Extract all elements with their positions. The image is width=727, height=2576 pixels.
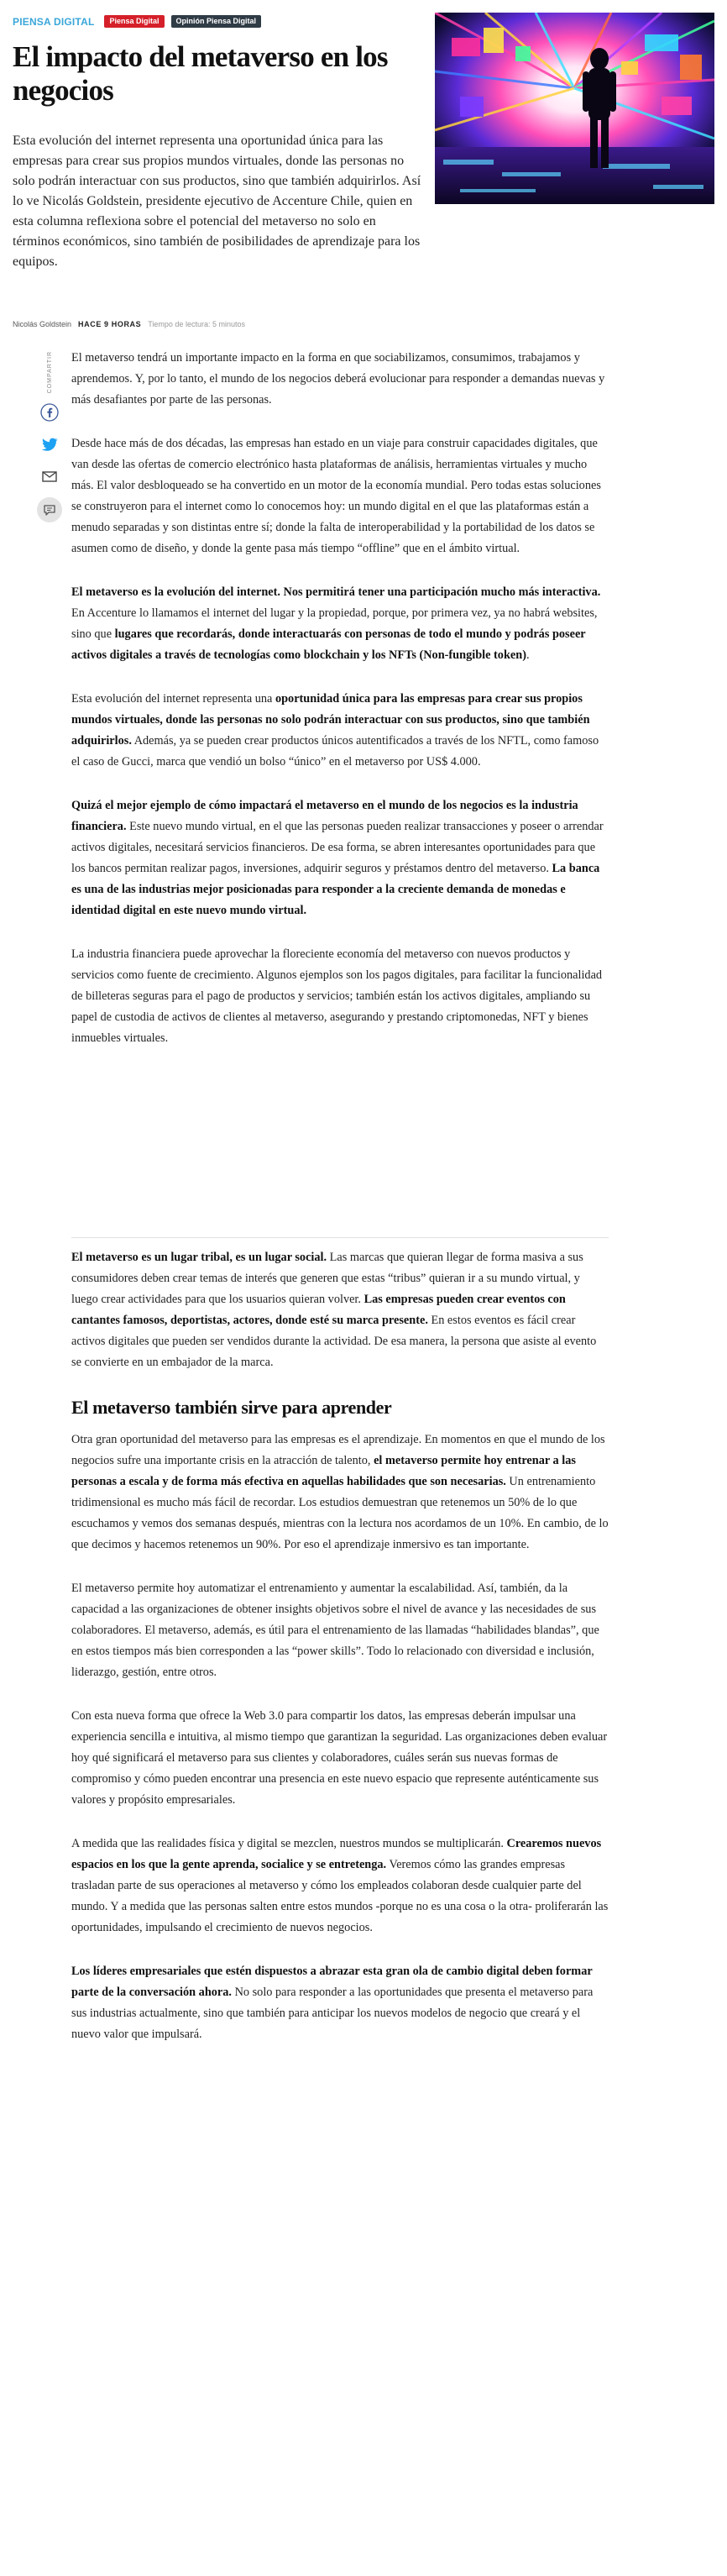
- bold-text: Quizá el mejor ejemplo de cómo impactará el metaverso en el mundo de los negocios es la industria financiera.: [71, 799, 578, 833]
- paragraph: [71, 689, 609, 773]
- bold-text: Los líderes empresariales que estén dispuestos a abrazar esta gran ola de cambio digital deben formar parte de la conversación ahora.: [71, 1965, 593, 1999]
- ad-placeholder: [71, 1072, 609, 1238]
- paragraph: El metaverso tendrá un importante impacto en la forma en que sociabilizamos, consumimos, trabajamos y aprendemos. Y, por lo tanto, el mundo de los negocios deberá evolucionar para responder a demandas nuevas y más desafiantes por parte de las personas.: [71, 351, 605, 407]
- metaverse-illustration: [435, 13, 714, 204]
- bold-text: lugares que recordarás, donde interactuarás con personas de todo el mundo y podrás poseer activos digitales a través de tecnologías como blockchain y los NFTs (Non-fungible token): [71, 627, 586, 662]
- share-label: COMPARTIR: [46, 351, 53, 394]
- article-header: [13, 15, 261, 28]
- bold-text: Las empresas pueden crear eventos con cantantes famosos, deportistas, actores, donde esté su marca presente.: [71, 1293, 566, 1327]
- facebook-share-button[interactable]: [39, 401, 60, 423]
- text: En Accenture lo llamamos el internet del lugar y la propiedad, porque, por primera vez, ya no habrá websites, sino que: [71, 606, 598, 641]
- bold-text: el metaverso permite hoy entrenar a las personas a escala y de forma más efectiva en aquellas habilidades que son necesarias.: [71, 1454, 576, 1488]
- text: Veremos cómo las grandes empresas trasladan parte de sus operaciones al metaverso y cómo los empleados colaboran desde cualquier parte del mundo. Y a medida que las personas salten entre estos mundos -porque no es una cosa o la otra- proliferarán las oportunidades, impulsando el crecimiento de nuevos negocios.: [71, 1858, 609, 1934]
- paragraph: El metaverso permite hoy automatizar el entrenamiento y aumentar la escalabilidad. Así, también, da la capacidad a las organizaciones de obtener insights objetivos sobre el nivel de avance y las necesidades de sus colaboradores. El metaverso, además, es útil para el entrenamiento de las llamadas “habilidades blandas”, que en estos tiempos más bien corresponden a las “power skills”. Todo lo relacionado con diversidad e inclusión, liderazgo, gestión, entre otros.: [71, 1582, 599, 1679]
- bold-text: El metaverso es la evolución del internet. Nos permitirá tener una participación mucho más interactiva.: [71, 585, 601, 599]
- text: A medida que las realidades física y digital se mezclen, nuestros mundos se multiplicarán.: [71, 1837, 507, 1850]
- comment-icon: [42, 502, 57, 517]
- text: Otra gran oportunidad del metaverso para las empresas es el aprendizaje. En momentos en que el mundo de los negocios sufre una importante crisis en la atracción de talento,: [71, 1433, 605, 1467]
- article-lead: Esta evolución del internet representa una oportunidad única para las empresas para crear sus propios mundos virtuales, donde las personas no solo podrán interactuar con sus productos, sino que también adquirirlos. Así lo ve Nicolás Goldstein, presidente ejecutivo de Accenture Chile, quien en esta columna reflexiona sobre el potencial del metaverso no solo en términos económicos, sino también de posibilidades de aprendizaje para los equipos.: [13, 134, 421, 269]
- twitter-share-button[interactable]: [39, 433, 60, 455]
- author-name[interactable]: Nicolás Goldstein: [13, 320, 72, 328]
- bold-text: Crearemos nuevos espacios en los que la gente aprenda, socialice y se entretenga.: [71, 1837, 602, 1871]
- email-share-button[interactable]: [39, 465, 60, 487]
- bold-text: oportunidad única para las empresas para crear sus propios mundos virtuales, donde las personas no solo podrán interactuar con sus productos, sino que también adquirirlos.: [71, 692, 590, 748]
- article-body: [71, 348, 609, 2068]
- hero-image: [435, 13, 714, 204]
- article-title: El impacto del metaverso en los negocios: [13, 40, 388, 107]
- paragraph: [71, 582, 609, 666]
- section-link[interactable]: PIENSA DIGITAL: [13, 15, 95, 28]
- paragraph: [71, 1961, 609, 2045]
- text: Además, ya se pueden crear productos únicos autentificados a través de los NFTL, como famoso el caso de Gucci, marca que vendió un bolso “único” en el metaverso por US$ 4.000.: [71, 734, 599, 769]
- byline: [13, 320, 245, 328]
- paragraph: La industria financiera puede aprovechar la floreciente economía del metaverso con nuevos productos y servicios como fuente de crecimiento. Algunos ejemplos son los pagos digitales, para facilitar la funcionalidad de billeteras seguras para el pago de productos y servicios; también están los activos digitales, ampliando su papel de custodia de activos de clientes al metaverso, asegurando y prestando criptomonedas, NFT y bienes inmuebles virtuales.: [71, 947, 603, 1045]
- bold-text: El metaverso es un lugar tribal, es un lugar social.: [71, 1251, 327, 1264]
- tag-opinion-piensa-digital[interactable]: Opinión Piensa Digital: [171, 15, 262, 28]
- text: .: [526, 648, 530, 662]
- comments-button[interactable]: [37, 497, 62, 522]
- publish-time: HACE 9 HORAS: [78, 320, 142, 328]
- text: Este nuevo mundo virtual, en el que las personas pueden realizar transacciones y poseer o arrendar activos digitales, necesitará servicios financieros. De esa forma, se abren interesantes oportunidades para que los bancos permitan realizar pagos, inversiones, adquirir seguros y préstamos dentro del metaverso.: [71, 820, 604, 875]
- tag-piensa-digital[interactable]: Piensa Digital: [104, 15, 164, 28]
- paragraph: [71, 1834, 609, 1939]
- twitter-icon: [40, 435, 59, 454]
- facebook-icon: [40, 403, 59, 422]
- paragraph: [71, 1247, 609, 1373]
- text: Esta evolución del internet representa una: [71, 692, 275, 706]
- text: No solo para responder a las oportunidades que presenta el metaverso para sus industrias actualmente, sino que también para anticipar los nuevos modelos de negocio que creará y el nuevo valor que impulsará.: [71, 1986, 594, 2041]
- text: En estos eventos es fácil crear activos digitales que pueden ser vendidos durante la actividad. De esa manera, la persona que asiste al evento se convierte en un embajador de la marca.: [71, 1314, 597, 1369]
- reading-time: Tiempo de lectura: 5 minutos: [148, 320, 245, 328]
- bold-text: La banca es una de las industrias mejor posicionadas para responder a la creciente demanda de monedas e identidad digital en este nuevo mundo virtual.: [71, 862, 600, 917]
- paragraph: [71, 1430, 609, 1556]
- text: Las marcas que quieran llegar de forma masiva a sus consumidores deben crear temas de interés que generen que estas “tribus” quieran ir a su mundo virtual, y luego crear actividades para que los usuarios quieran volver.: [71, 1251, 583, 1306]
- paragraph: [71, 795, 609, 921]
- paragraph: Con esta nueva forma que ofrece la Web 3.0 para compartir los datos, las empresas deberán impulsar una experiencia sencilla e intuitiva, al mismo tiempo que garantizan la seguridad. Las organizaciones deben evaluar hoy qué significará el metaverso para sus clientes y colaboradores, cuáles serán sus nuevas formas de compromiso y cómo pueden encontrar una presencia en este nuevo espacio que represente auténticamente sus valores y propósito empresariales.: [71, 1709, 608, 1807]
- text: Un entrenamiento tridimensional es mucho más fácil de recordar. Los estudios demuestran que retenemos un 50% de lo que escuchamos y vemos dos semanas después, mientras con la lectura nos acordamos de un 10%. En cambio, de lo que decimos y hacemos retenemos un 90%. Por eso el aprendizaje inmersivo es tan importante.: [71, 1475, 609, 1551]
- paragraph: Desde hace más de dos décadas, las empresas han estado en un viaje para construir capacidades digitales, que van desde las ofertas de comercio electrónico hasta plataformas de análisis, herramientas virtuales y mucho más. El valor desbloqueado se ha convertido en un motor de la economía mundial. Pero todas estas soluciones se construyeron para el internet como lo conocemos hoy: un mundo digital en el que las plataformas están a menudo separadas y son distintas entre sí; donde la falta de interoperabilidad y la portabilidad de los datos se asumen como de diseño, y donde la gente pasa más tiempo “offline” que en el ámbito virtual.: [71, 437, 601, 555]
- section-heading: El metaverso también sirve para aprender: [71, 1397, 392, 1418]
- email-icon: [40, 467, 59, 485]
- share-bar: [35, 351, 64, 522]
